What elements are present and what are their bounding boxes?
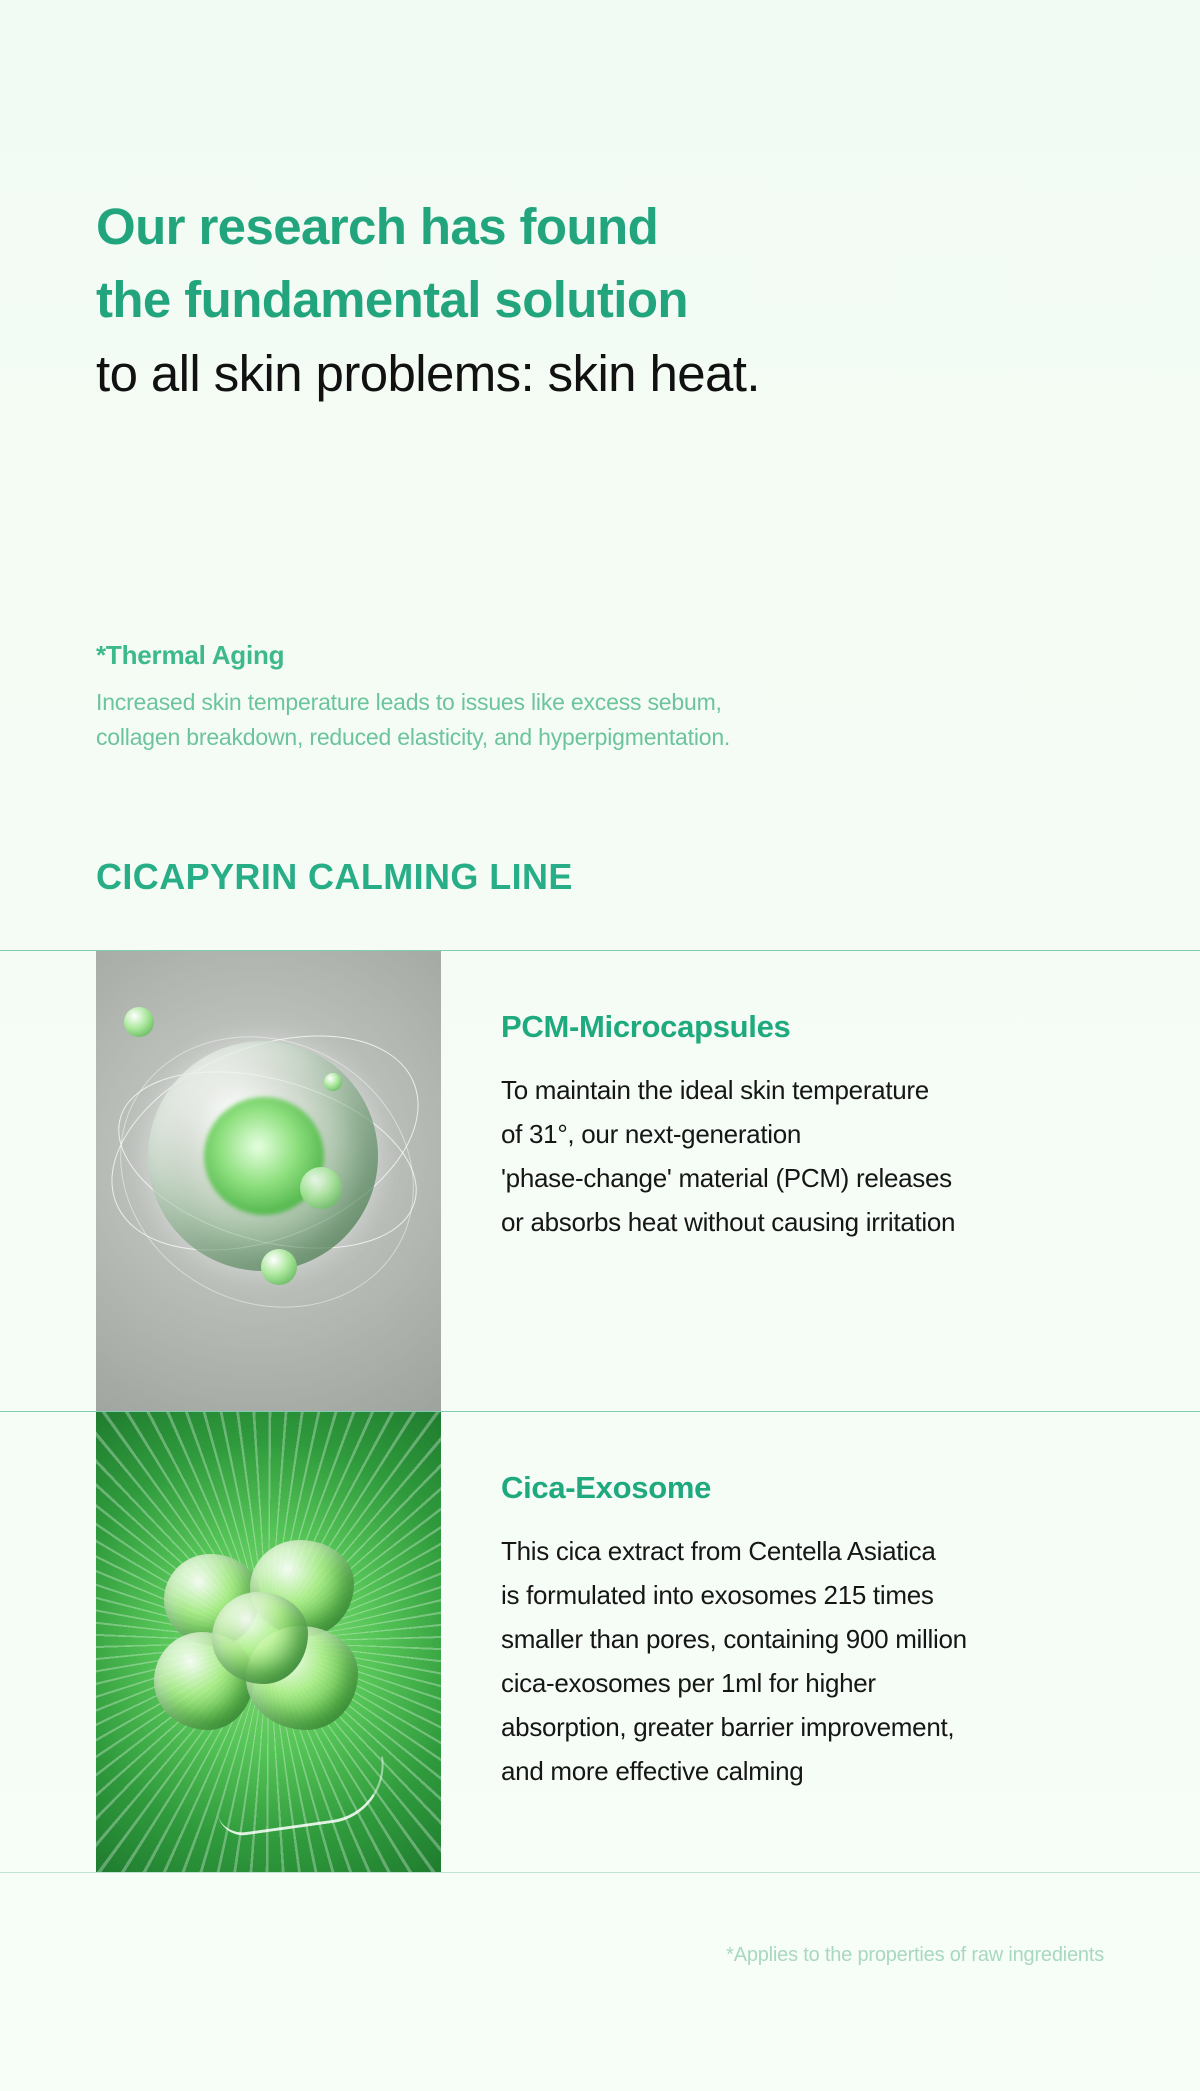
pcm-body-line-3: 'phase-change' material (PCM) releases: [501, 1162, 952, 1193]
note-title: *Thermal Aging: [96, 640, 285, 670]
exosome-body-line-4: cica-exosomes per 1ml for higher: [501, 1667, 876, 1698]
pcm-body-line-4: or absorbs heat without causing irritation: [501, 1206, 956, 1237]
headline-line-2: the fundamental solution: [96, 271, 688, 329]
pcm-microcapsule-image: [96, 951, 441, 1411]
particle-dot: [300, 1167, 342, 1209]
ingredient-row-exosome: [0, 1412, 1200, 1872]
exosome-body-line-3: smaller than pores, containing 900 million: [501, 1623, 967, 1654]
page-title: [96, 190, 1106, 410]
particle-dot: [324, 1073, 342, 1091]
headline-line-1: Our research has found: [96, 198, 659, 255]
pcm-text-block: [441, 951, 1200, 1411]
pcm-body-line-1: To maintain the ideal skin temperature: [501, 1075, 929, 1105]
exosome-body-line-6: and more effective calming: [501, 1755, 804, 1786]
ingredient-rows: [0, 950, 1200, 1873]
pcm-body-line-2: of 31°, our next-generation: [501, 1118, 802, 1149]
exosome-body-line-5: absorption, greater barrier improvement,: [501, 1711, 955, 1742]
pcm-body: [501, 1069, 1160, 1245]
note-body: [96, 685, 1116, 755]
exosome-title: Cica-Exosome: [501, 1470, 712, 1505]
exosome-blob: [212, 1592, 308, 1684]
footnote: *Applies to the properties of raw ingredients: [726, 1944, 1104, 1966]
exosome-body-line-2: is formulated into exosomes 215 times: [501, 1579, 934, 1610]
thermal-aging-note: [96, 640, 1116, 755]
exosome-body-line-1: This cica extract from Centella Asiatica: [501, 1536, 936, 1566]
note-body-line-1: Increased skin temperature leads to issues like excess sebum,: [96, 689, 722, 715]
particle-dot: [261, 1249, 297, 1285]
exosome-text-block: [441, 1412, 1200, 1872]
exosome-body: [501, 1530, 1160, 1794]
section-label: CICAPYRIN CALMING LINE: [96, 856, 573, 897]
headline-line-3: to all skin problems: skin heat.: [96, 344, 760, 402]
note-body-line-2: collagen breakdown, reduced elasticity, and hyperpigmentation.: [96, 723, 731, 750]
ingredient-row-pcm: [0, 951, 1200, 1411]
row-divider-bottom: [0, 1872, 1200, 1873]
cica-exosome-image: [96, 1412, 441, 1872]
particle-dot: [124, 1007, 154, 1037]
pcm-title: PCM-Microcapsules: [501, 1009, 791, 1044]
exosome-cluster: [154, 1540, 380, 1736]
